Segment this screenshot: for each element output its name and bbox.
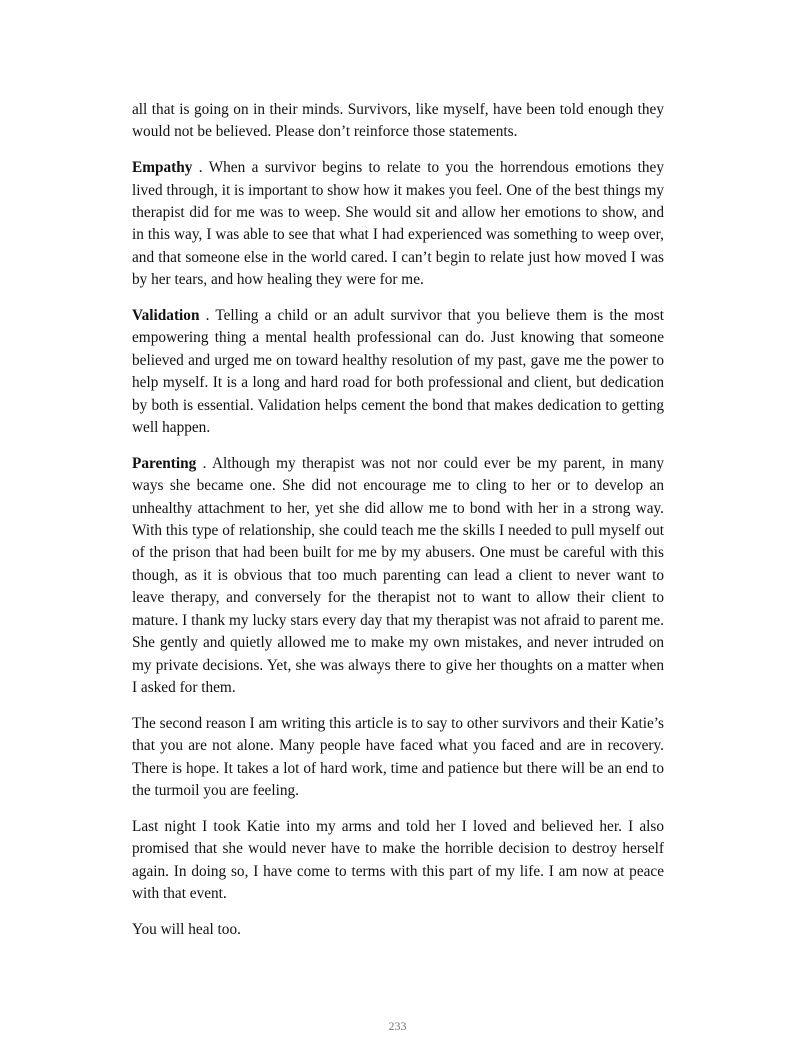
term-heading: Empathy <box>132 159 193 177</box>
paragraph-text: The second reason I am writing this article is to say to other survivors and their Katie’s that you are not alone. Many people have faced what you faced and are in recovery. There is hope. It takes a lot of hard work, time and patience but there will be an end to the turmoil you are feeling. <box>132 714 664 799</box>
paragraph-text: . When a survivor begins to relate to you the horrendous emotions they lived through, it is important to show how it makes you feel. One of the best things my therapist did for me was to weep. She would sit and allow her emotions to show, and in this way, I was able to see that what I had experienced was something to weep over, and that someone else in the world cared. I can’t begin to relate just how moved I was by her tears, and how healing they were for me. <box>132 159 664 289</box>
page-number: 233 <box>388 1019 407 1033</box>
paragraph-text: Last night I took Katie into my arms and told her I loved and believed her. I also promised that she would never have to make the horrible decision to destroy herself again. In doing so, I have come to terms with this part of my life. I am now at peace with that event. <box>132 817 664 902</box>
paragraph-second-reason <box>132 713 664 803</box>
paragraph-text: . Telling a child or an adult survivor that you believe them is the most empowering thing a mental health professional can do. Just knowing that someone believed and urged me on toward healthy resolution of my past, gave me the power to help myself. It is a long and hard road for both professional and client, but dedication by both is essential. Validation helps cement the bond that makes dedication to getting well happen. <box>132 307 664 437</box>
paragraph-parenting <box>132 453 664 699</box>
page-body <box>132 99 664 955</box>
paragraph-text: You will heal too. <box>132 920 241 938</box>
paragraph-closing <box>132 919 664 941</box>
paragraph-last-night <box>132 816 664 906</box>
paragraph-empathy <box>132 157 664 291</box>
paragraph-validation <box>132 305 664 439</box>
term-heading: Validation <box>132 307 200 325</box>
term-heading: Parenting <box>132 454 197 472</box>
paragraph-text: . Although my therapist was not nor could ever be my parent, in many ways she became one. She did not encourage me to cling to her or to develop an unhealthy attachment to her, yet she did allow me to bond with her in a strong way. With this type of relationship, she could teach me the skills I needed to pull myself out of the prison that had been built for me by my abusers. One must be careful with this though, as it is obvious that too much parenting can lead a client to never want to leave therapy, and conversely for the therapist not to want to allow their client to mature. I thank my lucky stars every day that my therapist was not afraid to parent me. She gently and quietly allowed me to make my own mistakes, and never intruded on my private decisions. Yet, she was always there to give her thoughts on a matter when I asked for them. <box>132 454 664 696</box>
paragraph-text: all that is going on in their minds. Survivors, like myself, have been told enough they would not be believed. Please don’t reinforce those statements. <box>132 101 664 141</box>
paragraph-continuation <box>132 99 664 144</box>
